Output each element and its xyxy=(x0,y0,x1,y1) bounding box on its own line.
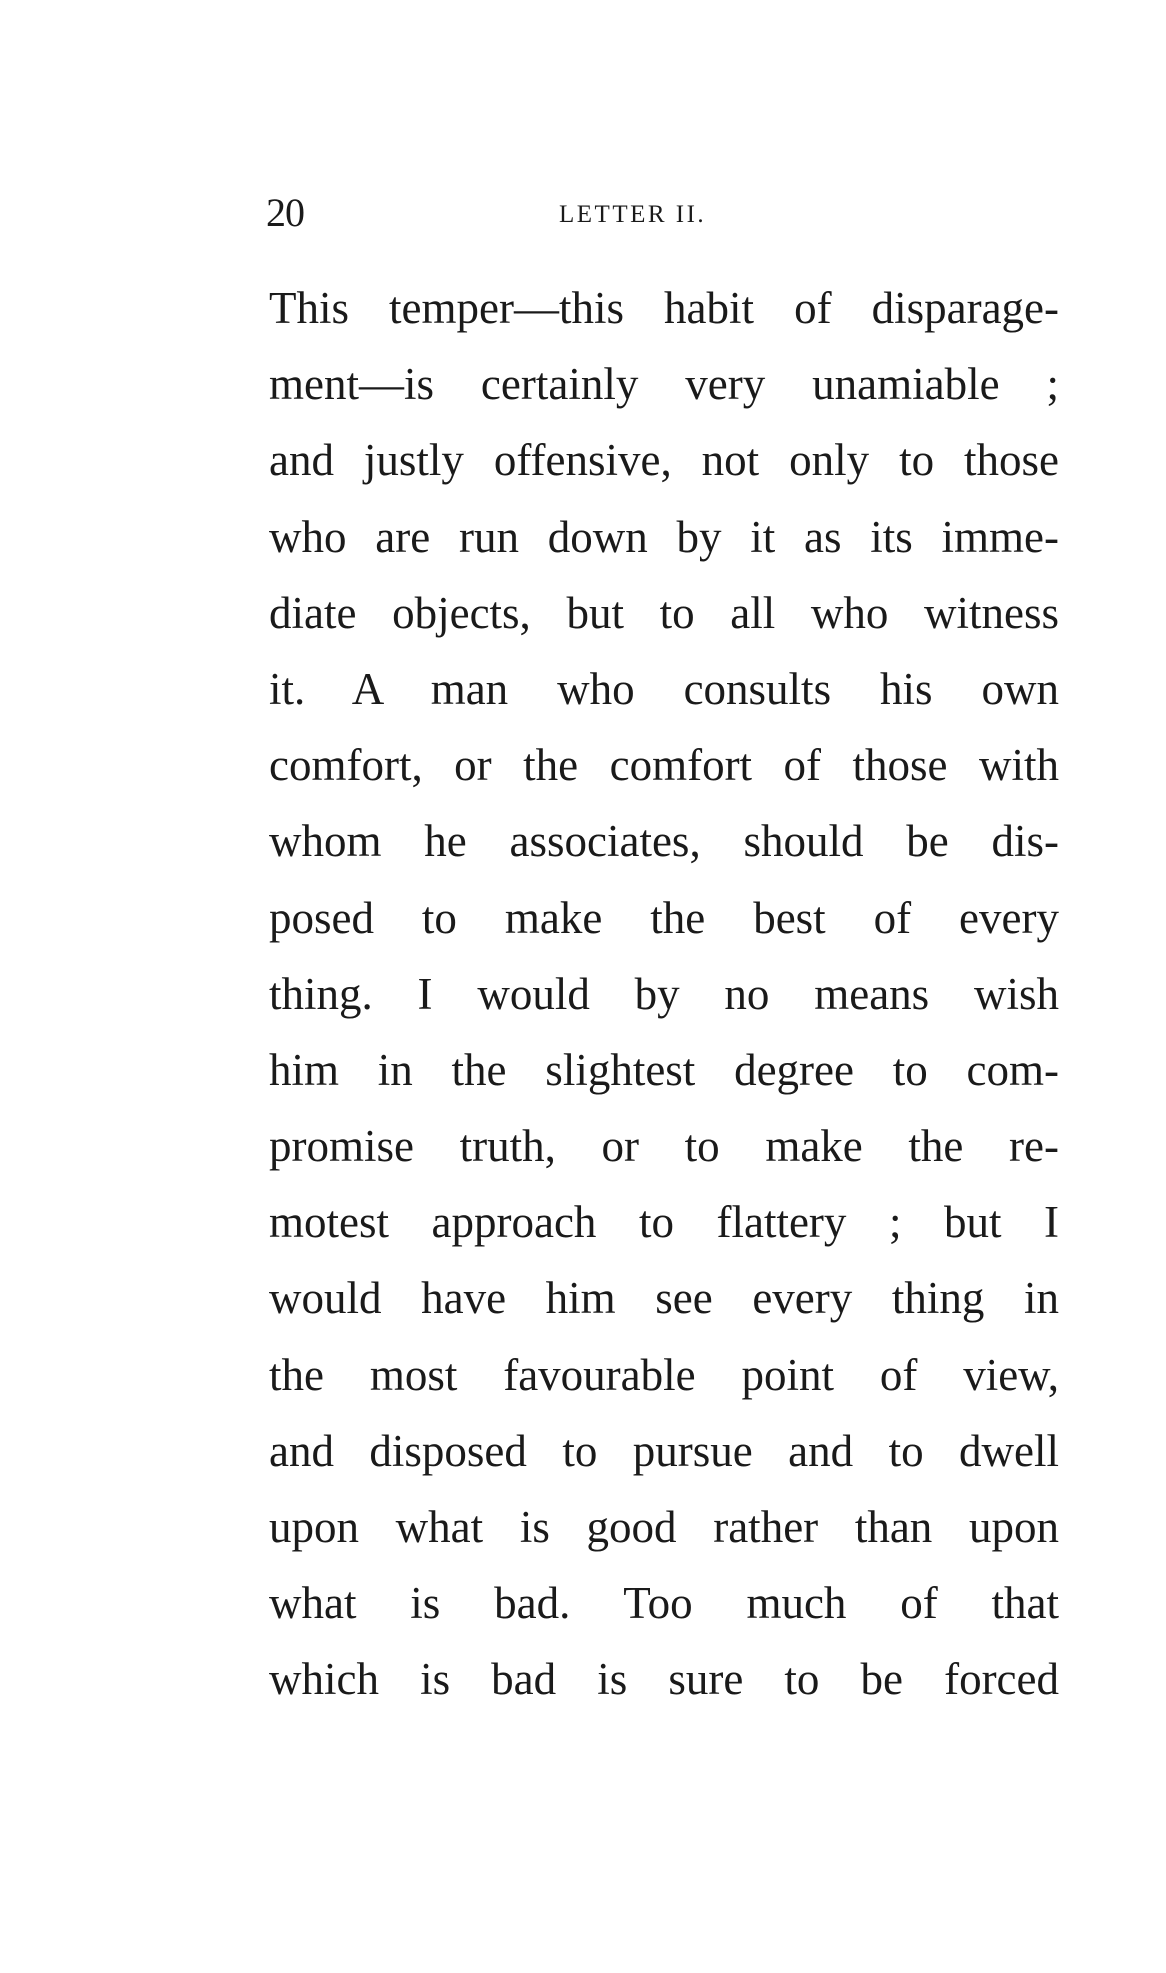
text-line: motest approach to flattery ; but I xyxy=(269,1197,1059,1248)
text-line: comfort, or the comfort of those with xyxy=(269,740,1059,791)
text-line: diate objects, but to all who witness xyxy=(269,587,1059,638)
text-line: and disposed to pursue and to dwell xyxy=(269,1425,1059,1476)
text-line: This temper—this habit of disparage- xyxy=(269,283,1059,333)
body-text xyxy=(269,270,1059,1718)
text-line: posed to make the best of every xyxy=(269,892,1059,943)
chapter-title: LETTER II. xyxy=(559,201,707,228)
text-line: who are run down by it as its imme- xyxy=(269,511,1059,562)
text-line: upon what is good rather than upon xyxy=(269,1502,1059,1552)
text-line: promise truth, or to make the re- xyxy=(269,1121,1059,1172)
text-line: thing. I would by no means wish xyxy=(269,968,1059,1019)
text-line: whom he associates, should be dis- xyxy=(269,816,1059,867)
text-line: him in the slightest degree to com- xyxy=(269,1044,1059,1095)
text-line: which is bad is sure to be forced xyxy=(269,1654,1059,1705)
text-line: ment—is certainly very unamiable ; xyxy=(269,359,1059,410)
text-line: the most favourable point of view, xyxy=(269,1349,1059,1400)
page-number: 20 xyxy=(266,190,304,235)
text-line: it. A man who consults his own xyxy=(269,663,1059,714)
running-head xyxy=(266,188,1066,238)
text-line: what is bad. Too much of that xyxy=(269,1578,1059,1629)
text-line: and justly offensive, not only to those xyxy=(269,435,1059,486)
text-line: would have him see every thing in xyxy=(269,1273,1059,1324)
